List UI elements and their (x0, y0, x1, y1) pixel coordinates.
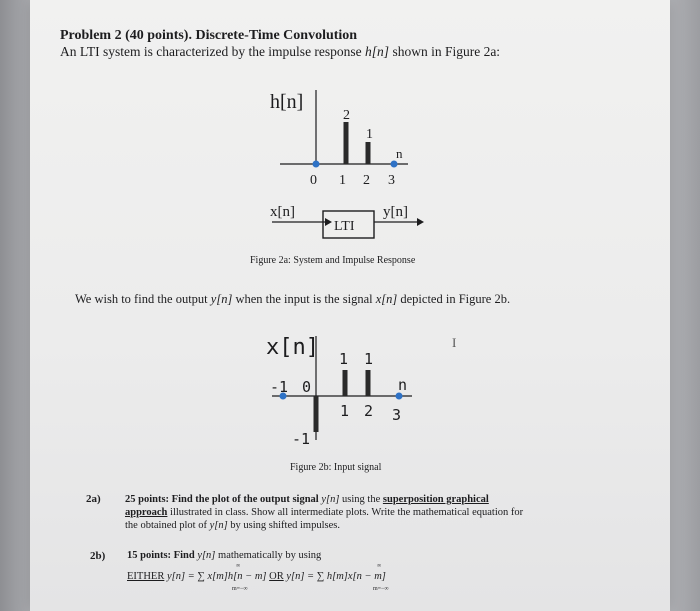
fig-a-tick-0: 0 (310, 173, 317, 188)
fig-b-neg-label: -1 (292, 430, 311, 448)
fig-a-tick-3: 3 (388, 173, 395, 188)
fig-a-axis-label: n (396, 146, 403, 161)
fig-a-plot-label: h[n] (270, 91, 304, 113)
fig-b-tick-3: 3 (392, 406, 402, 424)
fig-a-box-label: LTI (334, 219, 355, 234)
intro-prefix: An LTI system is characterized by the impulse response (60, 44, 362, 59)
part-a-mid: using the (342, 494, 381, 505)
part-b-rest: mathematically by using (218, 550, 322, 561)
part-b-lead: 15 points: Find (127, 550, 195, 561)
part-b-sum-top-2: ∞ (377, 563, 382, 569)
part-a-lead: 25 points: Find the plot of the output signal (125, 494, 319, 505)
part-b-eq2: y[n] = ∑ h[m]x[n − m] (286, 571, 386, 582)
part-b-or: OR (269, 571, 284, 582)
part-b-sum-range-2: m=−∞ (373, 586, 389, 592)
fig-b-tick-1: 1 (340, 402, 350, 420)
fig-a-output-label: y[n] (383, 204, 408, 220)
fig-a-tick-2: 2 (363, 173, 370, 188)
intro-suffix: shown in Figure 2a: (392, 44, 501, 59)
middle-var-x: x[n] (375, 292, 398, 306)
fig-b-value-1: 1 (339, 350, 349, 368)
fig-b-caption: Figure 2b: Input signal (290, 462, 382, 473)
part-b-var: y[n] (197, 550, 216, 561)
fig-a-tick-1: 1 (339, 173, 346, 188)
part-a-var: y[n] (321, 494, 340, 505)
fig-a-input-label: x[n] (270, 204, 295, 220)
intro-var: h[n] (365, 44, 390, 59)
part-b-either: EITHER (127, 571, 165, 582)
fig-b-tick-neg1: -1 (270, 378, 289, 396)
fig-b-value-2: 1 (364, 350, 374, 368)
part-b-sum-range-1: m=−∞ (232, 586, 248, 592)
part-b-equations (127, 571, 386, 582)
part-b-eq1: y[n] = ∑ x[m]h[n − m] (166, 571, 267, 582)
fig-b-plot-label: x[n] (266, 335, 319, 360)
middle-suffix: depicted in Figure 2b. (400, 292, 511, 306)
part-a-rest: illustrated in class. Show all intermediate plots. Write the mathematical equation for the obtained plot of (125, 507, 524, 531)
middle-mid: when the input is the signal (235, 292, 373, 306)
part-a-label: 2a) (86, 493, 101, 505)
part-a-text (125, 493, 525, 532)
part-a-var2: y[n] (209, 520, 228, 531)
part-a-end: by using shifted impulses. (230, 520, 340, 531)
problem-title: Problem 2 (40 points). Discrete-Time Convolution (60, 28, 358, 43)
fig-a-value-1: 1 (366, 127, 373, 142)
fig-b-axis-label: n (398, 376, 408, 394)
part-b-sum-top-1: ∞ (236, 563, 241, 569)
part-b-label: 2b) (90, 550, 106, 562)
fig-a-caption: Figure 2a: System and Impulse Response (250, 255, 416, 266)
middle-var-y: y[n] (210, 292, 233, 306)
fig-b-tick-0: 0 (302, 378, 312, 396)
middle-prefix: We wish to find the output (75, 292, 208, 306)
part-a-emphasis: superposition graphical approach (125, 494, 489, 518)
part-b-text (127, 550, 321, 561)
fig-a-value-2: 2 (343, 108, 350, 123)
text-cursor-icon: I (452, 335, 457, 350)
fig-b-tick-2: 2 (364, 402, 374, 420)
